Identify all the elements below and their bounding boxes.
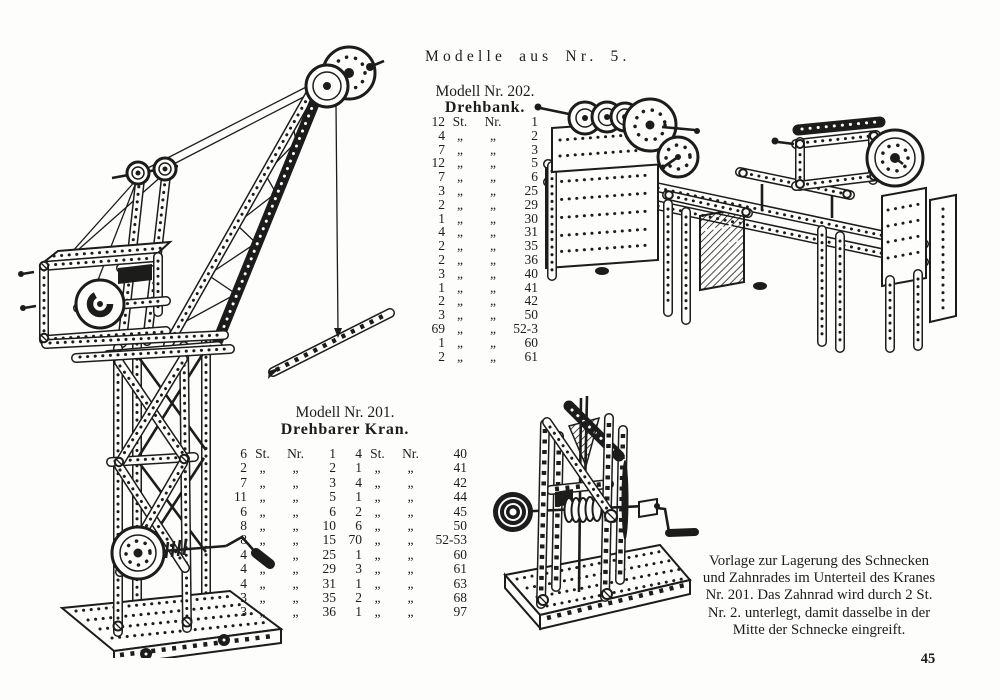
parts-row (424, 212, 538, 226)
part-number: 60 (453, 546, 467, 562)
part-unit: „ (374, 604, 381, 620)
part-number: 61 (524, 348, 538, 364)
part-ref: Nr. (287, 446, 304, 461)
part-quantity: 8 (240, 517, 247, 533)
part-quantity: 1 (355, 604, 362, 620)
parts-row (424, 225, 538, 239)
parts-list-201-right (341, 447, 467, 620)
parts-row (228, 562, 336, 576)
part-number: 1 (531, 114, 538, 129)
model-201-title: Modell Nr. 201. (295, 404, 395, 421)
part-unit: „ (374, 503, 381, 519)
part-ref: „ (407, 474, 414, 490)
part-unit: „ (457, 265, 463, 281)
part-unit: „ (259, 503, 266, 519)
parts-row (228, 605, 336, 619)
part-ref: „ (490, 238, 496, 254)
part-number: 31 (524, 224, 538, 240)
part-number: 52-3 (513, 320, 538, 336)
part-number: 2 (329, 460, 336, 476)
part-quantity: 7 (438, 169, 445, 185)
parts-row (228, 548, 336, 562)
part-unit: „ (374, 489, 381, 505)
parts-row (424, 322, 538, 336)
part-unit: „ (457, 182, 463, 198)
part-quantity: 3 (355, 561, 362, 577)
caption-line: Nr. 201. Das Zahnrad wird durch 2 St. (705, 587, 933, 604)
part-ref: „ (407, 489, 414, 505)
part-unit: „ (457, 279, 463, 295)
part-unit: „ (259, 604, 266, 620)
parts-row (228, 490, 336, 504)
part-quantity: 2 (355, 503, 362, 519)
parts-row (424, 143, 538, 157)
part-number: 61 (453, 561, 467, 577)
part-number: 29 (322, 561, 336, 577)
part-ref: „ (407, 604, 414, 620)
part-unit: „ (259, 489, 266, 505)
parts-row (424, 198, 538, 212)
parts-row (424, 308, 538, 322)
model-201-subtitle: Drehbarer Kran. (280, 421, 410, 438)
part-unit: „ (457, 251, 463, 267)
part-ref: „ (407, 517, 414, 533)
parts-list-201 (228, 447, 467, 620)
part-quantity: 2 (438, 293, 445, 309)
part-ref: „ (407, 546, 414, 562)
parts-row (424, 253, 538, 267)
parts-row (341, 605, 467, 619)
part-ref: „ (490, 334, 496, 350)
part-ref: „ (292, 489, 299, 505)
parts-row (228, 577, 336, 591)
part-ref: „ (490, 293, 496, 309)
part-number: 52-53 (435, 532, 467, 548)
part-quantity: 11 (234, 489, 247, 505)
part-unit: „ (259, 561, 266, 577)
part-ref: „ (407, 460, 414, 476)
parts-row (341, 447, 467, 461)
parts-row (228, 461, 336, 475)
part-number: 10 (322, 517, 336, 533)
part-ref: „ (490, 307, 496, 323)
part-ref: Nr. (484, 114, 502, 129)
part-ref: „ (490, 348, 496, 364)
part-quantity: 4 (355, 446, 362, 461)
part-ref: „ (292, 503, 299, 519)
part-ref: „ (490, 251, 496, 267)
part-unit: „ (374, 561, 381, 577)
part-ref: „ (407, 589, 414, 605)
part-quantity: 2 (438, 348, 445, 364)
part-quantity: 1 (438, 279, 445, 295)
part-quantity: 1 (355, 546, 362, 562)
part-number: 3 (531, 141, 538, 157)
part-quantity: 4 (438, 224, 445, 240)
lathe-illustration (532, 64, 962, 359)
part-number: 5 (531, 155, 538, 171)
part-number: 36 (524, 251, 538, 267)
part-quantity: 4 (438, 127, 445, 143)
part-number: 50 (524, 307, 538, 323)
part-unit: „ (374, 517, 381, 533)
parts-row (424, 281, 538, 295)
parts-row (424, 336, 538, 350)
part-quantity: 4 (240, 546, 247, 562)
parts-row (341, 461, 467, 475)
part-unit: „ (374, 532, 381, 548)
part-ref: „ (292, 604, 299, 620)
part-unit: „ (374, 575, 381, 591)
part-unit: „ (259, 575, 266, 591)
parts-row (228, 476, 336, 490)
part-quantity: 1 (438, 334, 445, 350)
part-quantity: 3 (438, 265, 445, 281)
parts-row (341, 533, 467, 547)
part-number: 42 (453, 474, 467, 490)
page-number: 45 (920, 651, 936, 667)
part-quantity: 2 (438, 251, 445, 267)
part-unit: „ (457, 348, 463, 364)
caption-line: und Zahnrades im Unterteil des Kranes (702, 570, 936, 587)
part-quantity: 12 (431, 114, 445, 129)
part-unit: „ (259, 546, 266, 562)
part-unit: „ (374, 474, 381, 490)
part-quantity: 2 (355, 589, 362, 605)
part-quantity: 1 (355, 575, 362, 591)
part-number: 40 (453, 446, 467, 461)
part-number: 35 (322, 589, 336, 605)
parts-row (424, 267, 538, 281)
part-ref: „ (292, 575, 299, 591)
part-unit: St. (370, 446, 385, 461)
part-quantity: 6 (240, 446, 247, 461)
part-quantity: 12 (431, 155, 445, 171)
parts-row (341, 577, 467, 591)
part-quantity: 3 (240, 604, 247, 620)
part-quantity: 4 (240, 575, 247, 591)
parts-row (341, 562, 467, 576)
part-number: 15 (322, 532, 336, 548)
part-ref: „ (292, 474, 299, 490)
part-ref: „ (407, 575, 414, 591)
part-unit: „ (457, 196, 463, 212)
part-ref: „ (490, 127, 496, 143)
caption-line: Nr. 2. unterlegt, damit dasselbe in der (707, 604, 931, 621)
part-quantity: 4 (355, 474, 362, 490)
part-quantity: 2 (240, 460, 247, 476)
parts-row (341, 476, 467, 490)
part-number: 1 (329, 446, 336, 461)
part-quantity: 4 (240, 561, 247, 577)
part-quantity: 6 (355, 517, 362, 533)
part-ref: „ (407, 532, 414, 548)
part-quantity: 3 (438, 182, 445, 198)
part-ref: „ (407, 561, 414, 577)
part-ref: „ (490, 182, 496, 198)
part-quantity: 7 (438, 141, 445, 157)
part-quantity: 1 (355, 489, 362, 505)
part-unit: „ (457, 141, 463, 157)
part-number: 41 (453, 460, 467, 476)
part-ref: „ (292, 546, 299, 562)
part-unit: „ (457, 169, 463, 185)
part-unit: St. (452, 114, 468, 129)
part-ref: „ (490, 141, 496, 157)
part-number: 25 (524, 182, 538, 198)
parts-row (424, 129, 538, 143)
part-number: 44 (453, 489, 467, 505)
part-unit: „ (457, 334, 463, 350)
parts-row (424, 170, 538, 184)
parts-row (341, 519, 467, 533)
parts-row (424, 184, 538, 198)
part-quantity: 1 (438, 210, 445, 226)
part-number: 63 (453, 575, 467, 591)
part-unit: „ (374, 589, 381, 605)
part-quantity: 3 (240, 589, 247, 605)
parts-row (424, 156, 538, 170)
part-number: 2 (531, 127, 538, 143)
part-quantity: 1 (355, 460, 362, 476)
part-number: 25 (322, 546, 336, 562)
part-number: 30 (524, 210, 538, 226)
part-number: 50 (453, 517, 467, 533)
part-unit: „ (259, 474, 266, 490)
part-quantity: 7 (240, 474, 247, 490)
part-unit: „ (374, 460, 381, 476)
parts-row (228, 533, 336, 547)
part-ref: „ (490, 279, 496, 295)
parts-row (424, 115, 538, 129)
part-number: 31 (322, 575, 336, 591)
part-ref: „ (292, 589, 299, 605)
model-202-subtitle: Drehbank. (444, 99, 526, 116)
part-number: 6 (531, 169, 538, 185)
part-quantity: 3 (438, 307, 445, 323)
part-ref: Nr. (402, 446, 419, 461)
part-ref: „ (490, 155, 496, 171)
part-ref: „ (292, 561, 299, 577)
part-ref: „ (490, 210, 496, 226)
parts-row (341, 548, 467, 562)
part-unit: „ (457, 293, 463, 309)
part-unit: „ (457, 320, 463, 336)
part-ref: „ (490, 196, 496, 212)
parts-row (341, 505, 467, 519)
part-number: 41 (524, 279, 538, 295)
part-unit: „ (259, 589, 266, 605)
part-quantity: 6 (240, 503, 247, 519)
caption-line: Vorlage zur Lagerung des Schnecken (709, 553, 929, 569)
part-number: 42 (524, 293, 538, 309)
part-unit: „ (457, 210, 463, 226)
part-ref: „ (292, 460, 299, 476)
part-unit: „ (374, 546, 381, 562)
part-ref: „ (292, 517, 299, 533)
part-quantity: 2 (438, 238, 445, 254)
part-ref: „ (490, 169, 496, 185)
page-heading: Modelle aus Nr. 5. (425, 48, 631, 65)
part-ref: „ (490, 320, 496, 336)
part-unit: „ (259, 517, 266, 533)
part-unit: „ (457, 238, 463, 254)
parts-row (341, 490, 467, 504)
part-number: 60 (524, 334, 538, 350)
part-number: 45 (453, 503, 467, 519)
part-unit: „ (259, 460, 266, 476)
part-unit: „ (457, 307, 463, 323)
part-ref: „ (407, 503, 414, 519)
worm-gear-illustration (473, 392, 703, 662)
caption-line: Mitte der Schnecke eingreift. (732, 621, 906, 638)
parts-row (228, 519, 336, 533)
part-unit: „ (457, 155, 463, 171)
part-number: 3 (329, 474, 336, 490)
figure-caption (688, 553, 950, 639)
part-quantity: 8 (240, 532, 247, 548)
part-unit: St. (255, 446, 270, 461)
part-unit: „ (259, 532, 266, 548)
parts-row (424, 239, 538, 253)
model-202-title: Modell Nr. 202. (435, 83, 535, 100)
part-number: 35 (524, 238, 538, 254)
part-ref: „ (490, 265, 496, 281)
part-number: 97 (453, 604, 467, 620)
parts-row (228, 505, 336, 519)
parts-row (424, 350, 538, 364)
part-quantity: 69 (431, 320, 445, 336)
parts-list-202 (424, 115, 538, 363)
part-number: 29 (524, 196, 538, 212)
parts-row (228, 447, 336, 461)
part-number: 68 (453, 589, 467, 605)
part-unit: „ (457, 127, 463, 143)
part-quantity: 70 (348, 532, 362, 548)
part-quantity: 2 (438, 196, 445, 212)
part-ref: „ (490, 224, 496, 240)
part-unit: „ (457, 224, 463, 240)
parts-list-201-left (228, 447, 336, 620)
parts-row (341, 591, 467, 605)
parts-row (228, 591, 336, 605)
part-ref: „ (292, 532, 299, 548)
part-number: 6 (329, 503, 336, 519)
part-number: 36 (322, 604, 336, 620)
parts-row (424, 294, 538, 308)
part-number: 40 (524, 265, 538, 281)
part-number: 5 (329, 489, 336, 505)
